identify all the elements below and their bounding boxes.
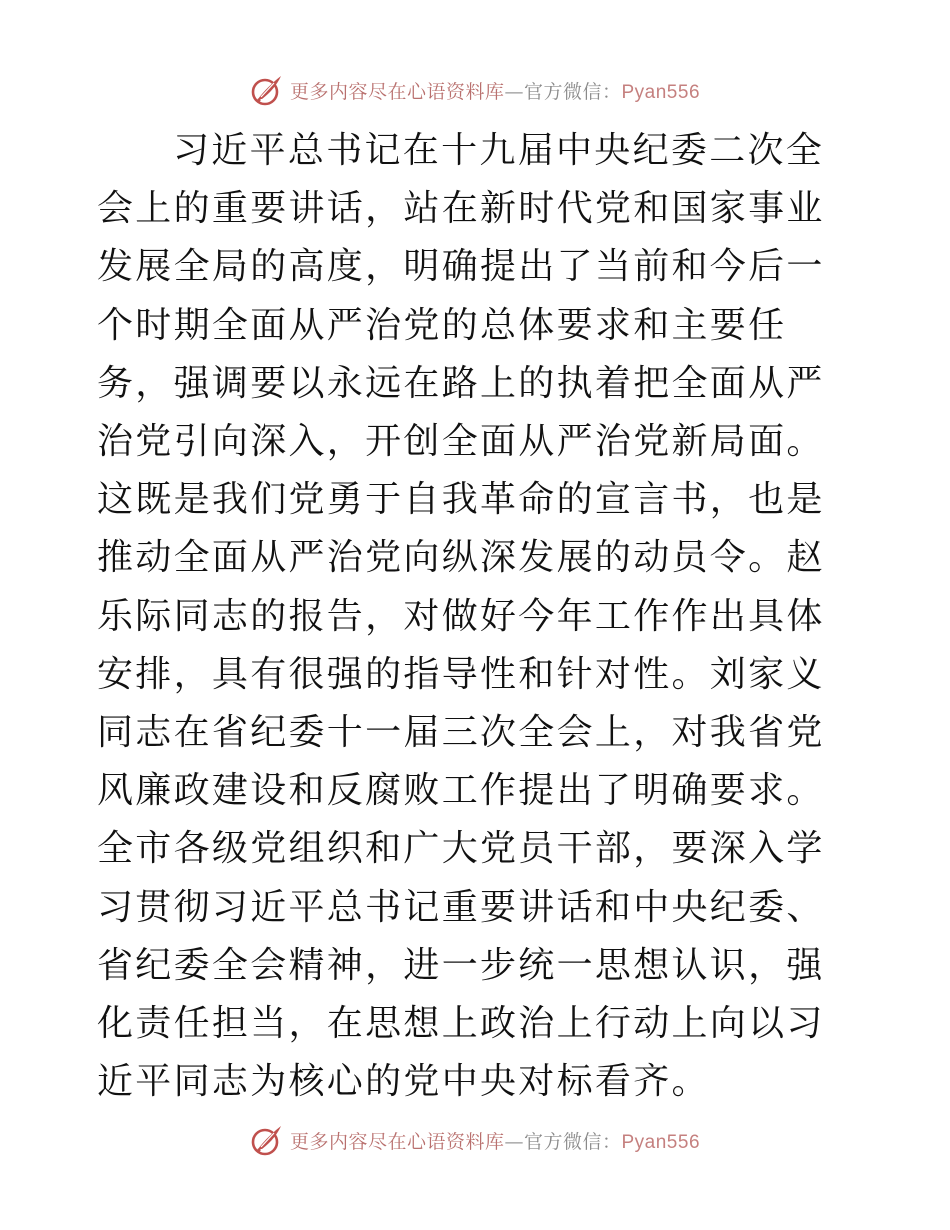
quill-pen-logo-icon [250,1123,284,1157]
header-banner [0,70,950,110]
footer-banner-text [290,1127,700,1154]
header-banner-dash: — [504,80,524,103]
header-banner-main: 更多内容尽在心语资料库 [289,80,505,103]
footer-banner-main: 更多内容尽在心语资料库 [289,1130,505,1153]
header-banner-id: Pyan556 [621,81,701,103]
footer-banner-id: Pyan556 [621,1131,701,1153]
footer-banner-official: 官方微信： [523,1130,622,1153]
footer-banner [0,1120,950,1160]
header-banner-official: 官方微信： [523,80,622,103]
body-paragraph: 习近平总书记在十九届中央纪委二次全会上的重要讲话，站在新时代党和国家事业发展全局的高度，明确提出了当前和今后一个时期全面从严治党的总体要求和主要任务，强调要以永远在路上的执着把全面从严治党引向深入，开创全面从严治党新局面。这既是我们党勇于自我革命的宣言书，也是推动全面从严治党向纵深发展的动员令。赵乐际同志的报告，对做好今年工作作出具体安排，具有很强的指导性和针对性。刘家义同志在省纪委十一届三次全会上，对我省党风廉政建设和反腐败工作提出了明确要求。全市各级党组织和广大党员干部，要深入学习贯彻习近平总书记重要讲话和中央纪委、省纪委全会精神，进一步统一思想认识，强化责任担当，在思想上政治上行动上向以习近平同志为核心的党中央对标看齐。 [97,130,825,1103]
quill-pen-logo-icon [250,73,284,107]
header-banner-text [290,77,700,104]
footer-banner-dash: — [504,1130,524,1153]
